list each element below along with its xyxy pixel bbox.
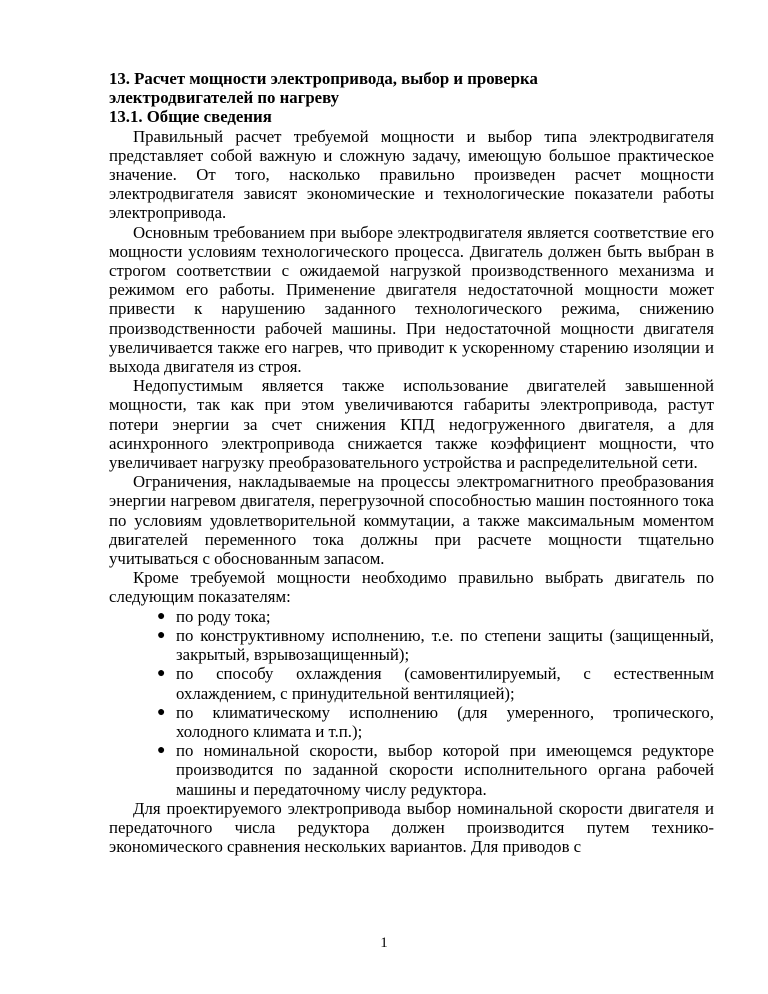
bullet-icon: ● — [157, 666, 166, 682]
paragraph-3: Недопустимым является также использование двигателей завышенной мощности, так как при этом увеличиваются габариты электропривода, растут потери энергии за счет снижения КПД недогруженного двигателя, а для асинхронного электропривода снижается также коэффициент мощности, что увеличивает нагрузку преобразовательного устройства и распределительной сети. — [109, 376, 714, 473]
page-number: 1 — [380, 935, 388, 951]
paragraph-4: Ограничения, накладываемые на процессы электромагнитного преобразования энергии нагревом двигателя, перегрузочной способностью машин постоянного тока по условиям удовлетворительной коммутации, а также максимальным моментом двигателей переменного тока должны при расчете мощности тщательно учитываться с обоснованным запасом. — [109, 472, 714, 569]
bullet-icon: ● — [157, 627, 166, 643]
bullet-icon: ● — [157, 743, 166, 759]
list-item: ● по способу охлаждения (самовентилируемый, с естественным охлаждением, с принудительной вентиляцией); — [157, 664, 714, 703]
list-item: ● по климатическому исполнению (для умеренного, тропического, холодного климата и т.п.); — [157, 702, 714, 741]
document-page — [109, 69, 714, 856]
paragraph-closing: Для проектируемого электропривода выбор номинальной скорости двигателя и передаточного числа редуктора должен производится путем технико-экономического сравнения нескольких вариантов. Для приводов с — [109, 798, 714, 857]
list-item: ● по номинальной скорости, выбор которой при имеющемся редукторе производится по заданной скорости исполнительного органа рабочей машины и передаточному числу редуктора. — [157, 741, 714, 799]
bullet-icon: ● — [157, 608, 166, 624]
paragraph-2: Основным требованием при выборе электродвигателя является соответствие его мощности условиям технологического процесса. Двигатель должен быть выбран в строгом соответствии с ожидаемой нагрузкой производственного механизма и режимом его работы. Применение двигателя недостаточной мощности может привести к нарушению заданного технологического режима, снижению производственности рабочей машины. При недостаточной мощности двигателя увеличивается также его нагрев, что приводит к ускоренному старению изоляции и выхода двигателя из строя. — [109, 222, 714, 377]
list-item: ● по конструктивному исполнению, т.е. по степени защиты (защищенный, закрытый, взрывозащищенный); — [157, 625, 714, 665]
bullet-icon: ● — [157, 704, 166, 720]
section-title-line-2: электродвигателей по нагреву — [109, 88, 339, 108]
subsection-title: 13.1. Общие сведения — [109, 107, 272, 127]
paragraph-5: Кроме требуемой мощности необходимо правильно выбрать двигатель по следующим показателям: — [109, 568, 714, 607]
section-title-line-1: 13. Расчет мощности электропривода, выбор и проверка — [109, 69, 538, 88]
list-item: ● по роду тока; — [157, 606, 271, 626]
paragraph-1: Правильный расчет требуемой мощности и выбор типа электродвигателя представляет собой важную и сложную задачу, имеющую большое практическое значение. От того, насколько правильно произведен расчет мощности электродвигателя зависят экономические и технологические показатели работы электропривода. — [109, 126, 714, 223]
selection-criteria-list — [109, 607, 714, 799]
